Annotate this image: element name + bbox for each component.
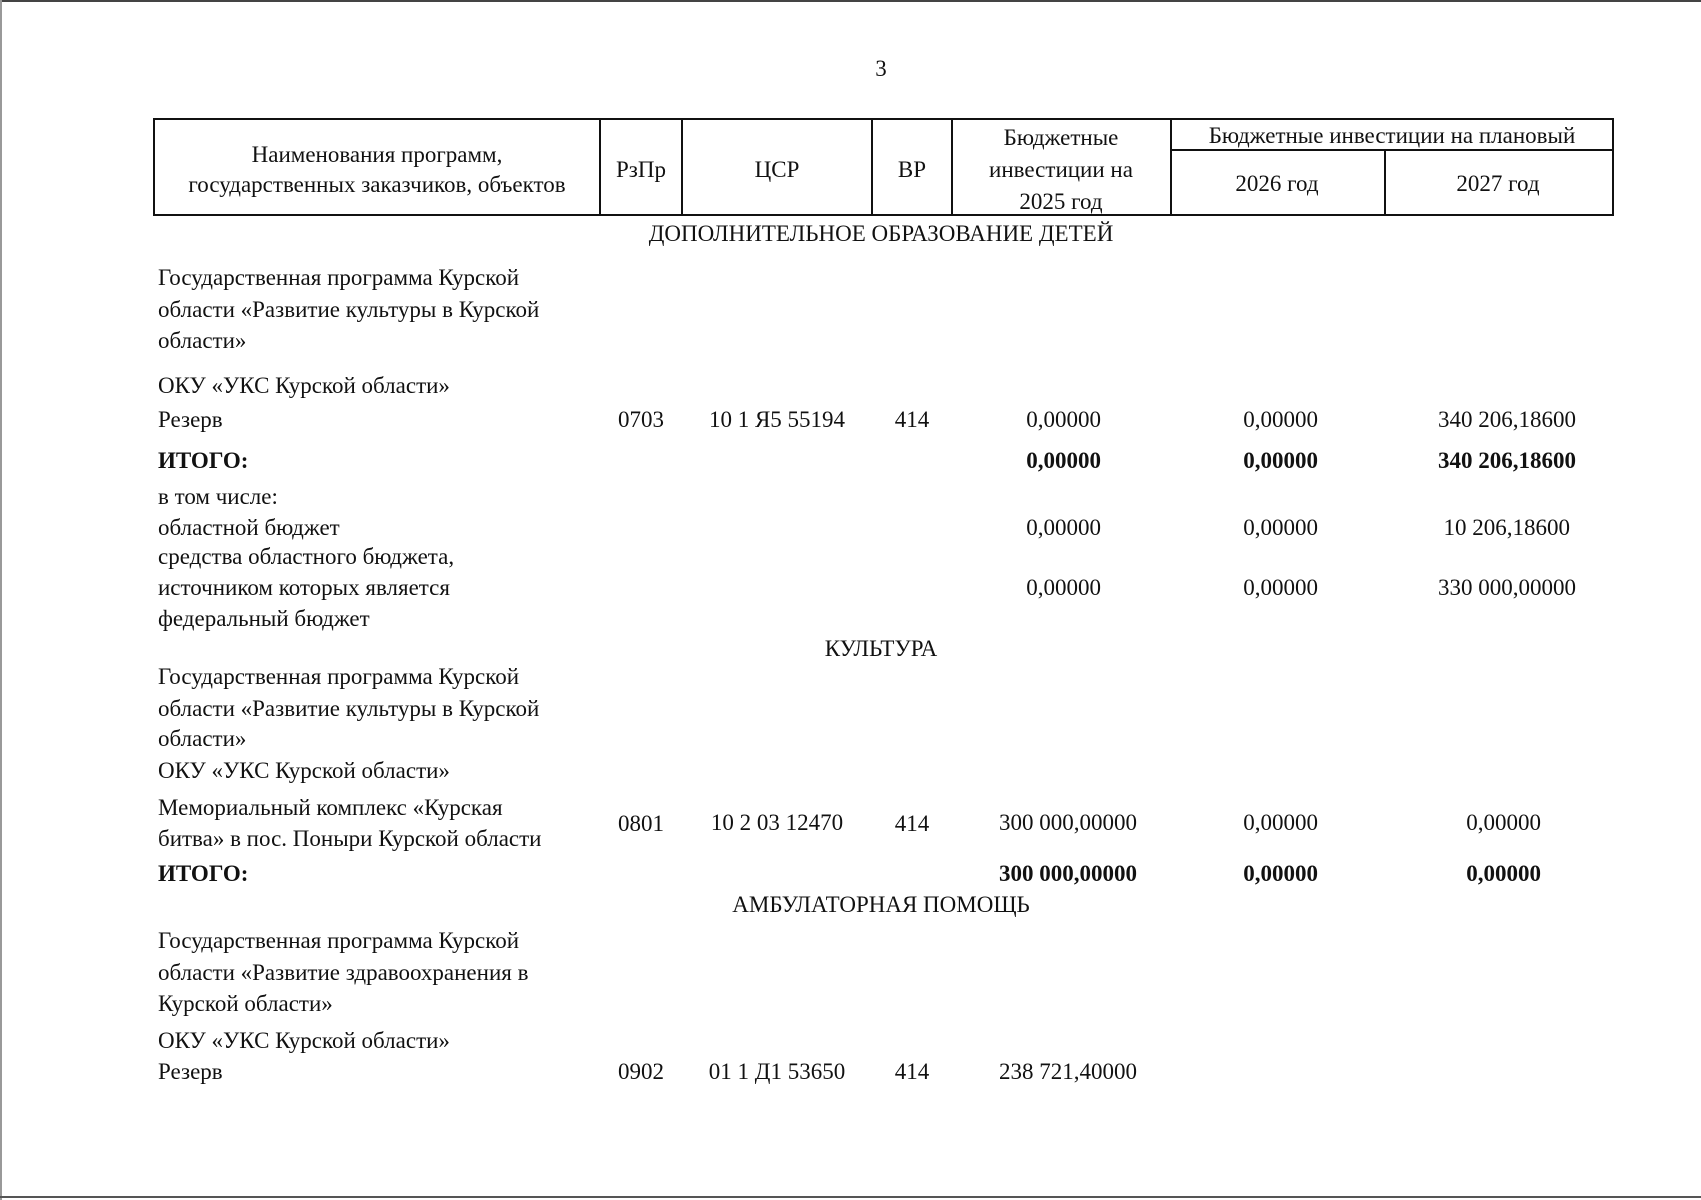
- value-2025: 0,00000: [1026, 515, 1101, 540]
- value-2026: 0,00000: [1243, 810, 1318, 835]
- value-2027: 10 206,18600: [1443, 515, 1570, 540]
- header-planned: Бюджетные инвестиции на плановый: [1208, 123, 1576, 148]
- program-line: области «Развитие здравоохранения в: [158, 960, 529, 985]
- value-2026: 0,00000: [1243, 407, 1318, 432]
- scan-edge-bottom: [0, 1196, 1701, 1198]
- header-name-line2: государственных заказчиков, объектов: [188, 172, 566, 197]
- value-2027: 330 000,00000: [1438, 575, 1576, 600]
- regional-budget-label: областной бюджет: [158, 515, 340, 540]
- program-line: Государственная программа Курской: [158, 265, 520, 290]
- header-vr: ВР: [897, 157, 927, 182]
- total-2026: 0,00000: [1243, 861, 1318, 886]
- program-line: Курской области»: [158, 991, 333, 1016]
- value-2025: 300 000,00000: [999, 810, 1137, 835]
- section-title: АМБУЛАТОРНАЯ ПОМОЩЬ: [732, 892, 1030, 917]
- rzpr-value: 0801: [618, 811, 664, 836]
- total-2027: 0,00000: [1466, 861, 1541, 886]
- scan-edge-top: [0, 0, 1701, 2]
- total-label: ИТОГО:: [158, 448, 249, 473]
- total-2025: 0,00000: [1026, 448, 1101, 473]
- scan-edge-left: [0, 0, 2, 1200]
- object-name: Резерв: [158, 407, 223, 432]
- header-2027: 2027 год: [1456, 171, 1540, 196]
- program-line: области»: [158, 726, 247, 751]
- header-vline: [871, 118, 873, 216]
- total-2027: 340 206,18600: [1438, 448, 1576, 473]
- value-2026: 0,00000: [1243, 575, 1318, 600]
- csr-value: 10 1 Я5 55194: [708, 407, 846, 432]
- program-line: области»: [158, 328, 247, 353]
- header-top-border: [153, 118, 1614, 120]
- header-2026: 2026 год: [1235, 171, 1319, 196]
- header-2025-line1: Бюджетные: [1003, 125, 1119, 150]
- value-2025: 238 721,40000: [999, 1059, 1137, 1084]
- customer-name: ОКУ «УКС Курской области»: [158, 758, 450, 783]
- program-line: области «Развитие культуры в Курской: [158, 696, 540, 721]
- header-vline: [951, 118, 953, 216]
- program-line: области «Развитие культуры в Курской: [158, 297, 540, 322]
- value-2027: 340 206,18600: [1438, 407, 1576, 432]
- object-name: Резерв: [158, 1059, 223, 1084]
- header-vline: [1612, 118, 1614, 216]
- header-2025-line2: инвестиции на: [989, 157, 1133, 182]
- vr-value: 414: [894, 811, 930, 836]
- page-number: 3: [875, 56, 887, 81]
- total-2026: 0,00000: [1243, 448, 1318, 473]
- including-label: в том числе:: [158, 484, 278, 509]
- rzpr-value: 0902: [618, 1059, 664, 1084]
- vr-value: 414: [894, 407, 930, 432]
- header-rzpr: РзПр: [616, 157, 666, 182]
- customer-name: ОКУ «УКС Курской области»: [158, 1028, 450, 1053]
- section-title: ДОПОЛНИТЕЛЬНОЕ ОБРАЗОВАНИЕ ДЕТЕЙ: [648, 221, 1114, 246]
- federal-label-line: источником которых является: [158, 575, 450, 600]
- rzpr-value: 0703: [618, 407, 664, 432]
- header-2025-line3: 2025 год: [1019, 189, 1103, 214]
- csr-value: 10 2 03 12470: [710, 810, 844, 835]
- header-name-line1: Наименования программ,: [251, 142, 503, 167]
- value-2026: 0,00000: [1243, 515, 1318, 540]
- value-2027: 0,00000: [1466, 810, 1541, 835]
- header-vline: [599, 118, 601, 216]
- value-2025: 0,00000: [1026, 407, 1101, 432]
- program-line: Государственная программа Курской: [158, 928, 520, 953]
- header-vline: [1384, 149, 1386, 216]
- header-csr: ЦСР: [754, 157, 800, 182]
- federal-label-line: федеральный бюджет: [158, 606, 370, 631]
- header-vline: [1170, 118, 1172, 216]
- object-name-line: Мемориальный комплекс «Курская: [158, 795, 503, 820]
- header-planned-divider: [1170, 149, 1614, 151]
- total-label: ИТОГО:: [158, 861, 249, 886]
- header-vline: [153, 118, 155, 216]
- csr-value: 01 1 Д1 53650: [708, 1059, 846, 1084]
- vr-value: 414: [894, 1059, 930, 1084]
- program-line: Государственная программа Курской: [158, 664, 520, 689]
- header-bottom-border: [153, 214, 1614, 216]
- federal-label-line: средства областного бюджета,: [158, 544, 455, 569]
- customer-name: ОКУ «УКС Курской области»: [158, 373, 450, 398]
- value-2025: 0,00000: [1026, 575, 1101, 600]
- object-name-line: битва» в пос. Поныри Курской области: [158, 826, 542, 851]
- total-2025: 300 000,00000: [999, 861, 1137, 886]
- header-vline: [681, 118, 683, 216]
- section-title: КУЛЬТУРА: [824, 636, 938, 661]
